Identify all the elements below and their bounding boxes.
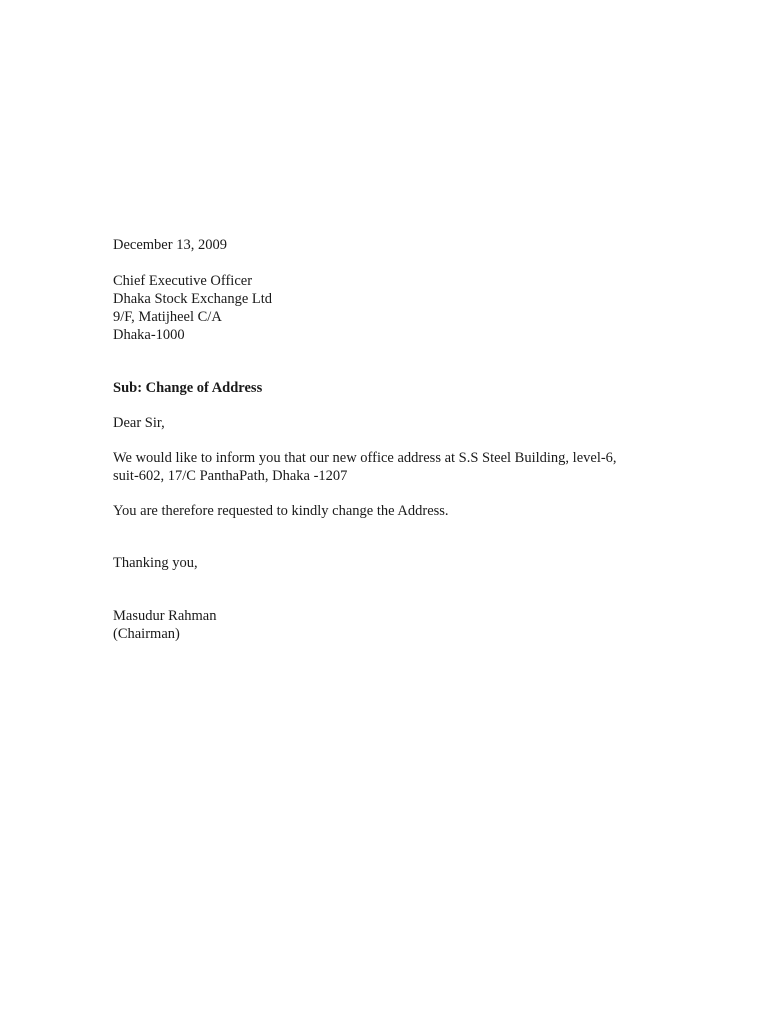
letter-subject: Sub: Change of Address — [113, 380, 263, 396]
recipient-street: 9/F, Matijheel C/A — [113, 309, 222, 325]
signature-block — [113, 607, 673, 643]
recipient-title: Chief Executive Officer — [113, 273, 253, 289]
closing-line: Thanking you, — [113, 555, 198, 571]
letter-date: December 13, 2009 — [113, 237, 227, 253]
salutation: Dear Sir, — [113, 415, 165, 431]
signature-name: Masudur Rahman — [113, 608, 217, 624]
letter-body — [113, 236, 673, 643]
recipient-city: Dhaka-1000 — [113, 327, 185, 343]
body-line-2: suit-602, 17/C PanthaPath, Dhaka -1207 — [113, 468, 348, 484]
recipient-address — [113, 272, 673, 344]
body-line-1: We would like to inform you that our new office address at S.S Steel Building, level-6, — [113, 450, 617, 466]
recipient-organization: Dhaka Stock Exchange Ltd — [113, 291, 273, 307]
request-paragraph: You are therefore requested to kindly change the Address. — [113, 503, 449, 519]
body-paragraph — [113, 449, 673, 485]
signature-title: (Chairman) — [113, 626, 180, 642]
